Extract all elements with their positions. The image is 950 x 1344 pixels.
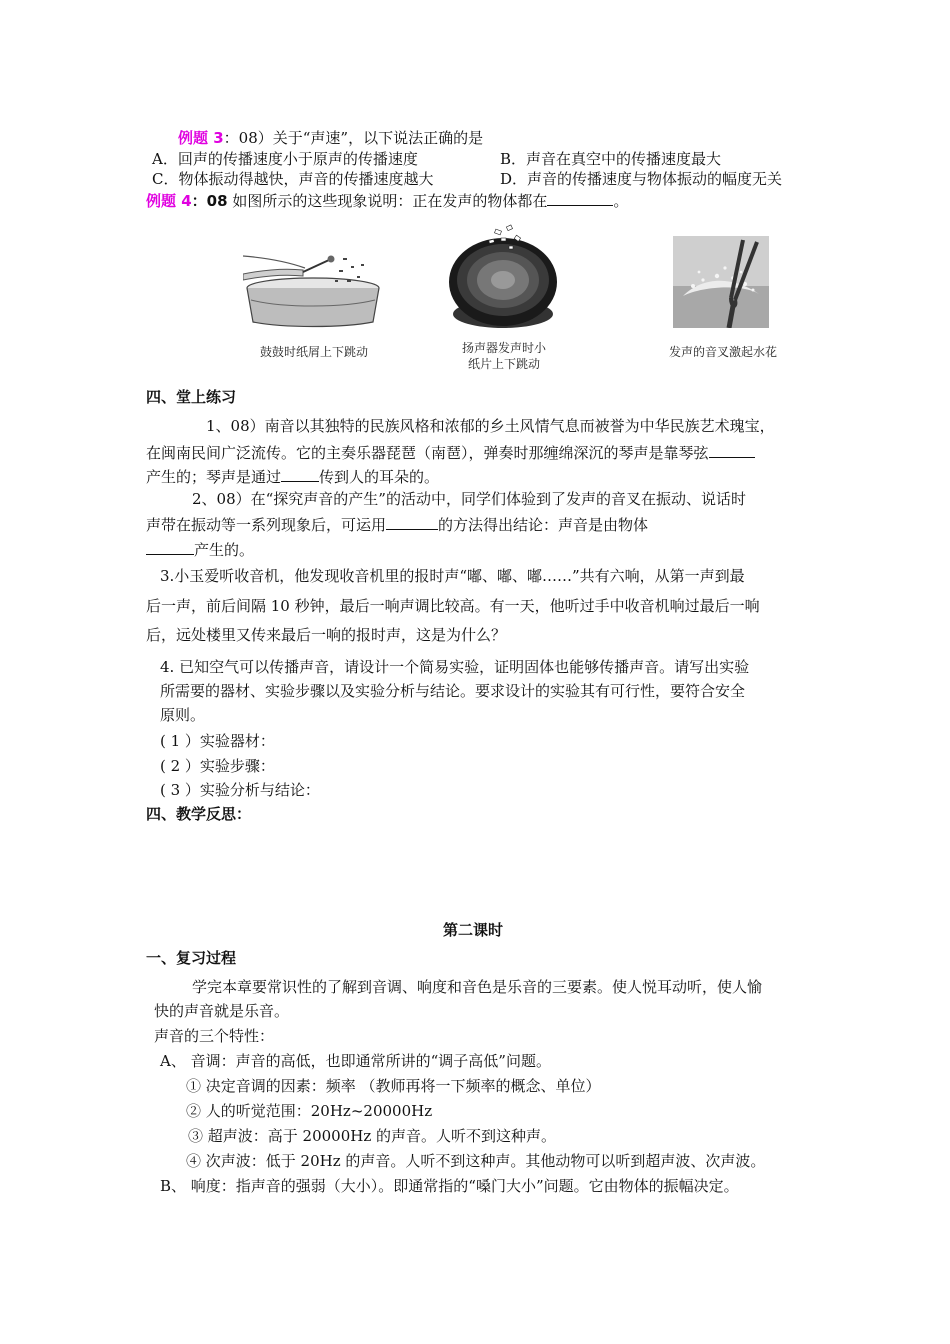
pitch-sub3: ③ 超声波：高于 20000Hz 的声音。人听不到这种声。: [188, 1127, 557, 1145]
review-p1-line1: 学完本章要常识性的了解到音调、响度和音色是乐音的三要素。使人悦耳动听，使人愉: [192, 978, 763, 996]
q3-line3: 后，远处楼里又传来最后一响的报时声，这是为什么？: [146, 626, 507, 644]
drum-paper-figure: [243, 236, 383, 328]
q2-blank1: [386, 513, 438, 530]
figure2-caption-line2: 纸片上下跳动: [467, 357, 540, 371]
figure2-caption: [440, 340, 568, 372]
example3-label: 例题 3: [178, 129, 224, 147]
q4-steps: ( 2 ）实验步骤：: [160, 757, 275, 775]
q2-line1: 2、08）在“探究声音的产生”的活动中，同学们体验到了发声的音叉在振动、说话时: [192, 490, 746, 508]
q2-line2: [146, 513, 648, 535]
speaker-figure: [445, 222, 561, 334]
q1-line1: 1、08）南音以其独特的民族风格和浓郁的乡土风情气息而被誉为中华民族艺术瑰宝，: [206, 417, 775, 435]
q2-line3: [146, 538, 254, 560]
q1-line3: [146, 465, 439, 487]
q3-line1: 3.小玉爱听收音机，他发现收音机里的报时声“嘟、嘟、嘟……”共有六响，从第一声到最: [160, 567, 745, 585]
q4-materials: ( 1 ）实验器材：: [160, 732, 275, 750]
q2-line3-text: 产生的。: [194, 541, 255, 559]
example4-year: ：08: [191, 192, 228, 210]
q1-blank1: [709, 441, 755, 458]
review-p1-line2: 快的声音就是乐音。: [154, 1002, 290, 1020]
example4-question: [146, 189, 628, 211]
figure1-caption: 鼓鼓时纸屑上下跳动: [259, 345, 368, 359]
pitch-sub2: ② 人的听觉范围：20Hz~20000Hz: [186, 1102, 433, 1120]
q1-line3a: 产生的；琴声是通过: [146, 468, 282, 486]
section4-title: 四、堂上练习: [146, 388, 237, 406]
q3-line2: 后一声，前后间隔 10 秒钟，最后一响声调比较高。有一天，他听过手中收音机响过最后一响: [146, 597, 760, 615]
example3-option-a: A．回声的传播速度小于原声的传播速度: [152, 150, 418, 168]
q1-line2-row: [146, 441, 755, 463]
figure2-caption-line1: 扬声器发声时小: [461, 341, 546, 355]
q2-line2b: 的方法得出结论：声音是由物体: [438, 516, 649, 534]
example4-label: 例题 4: [146, 192, 192, 210]
pitch-sub1: ① 决定音调的因素：频率 （教师再将一下频率的概念、单位）: [186, 1077, 601, 1095]
example3-option-b: B．声音在真空中的传播速度最大: [500, 150, 722, 168]
reflection-title: 四、教学反思：: [146, 805, 252, 823]
review-title: 一、复习过程: [146, 949, 237, 967]
pitch-sub4: ④ 次声波：低于 20Hz 的声音。人听不到这种声。其他动物可以听到超声波、次声波。: [186, 1152, 766, 1170]
q4-line2: 所需要的器材、实验步骤以及实验分析与结论。要求设计的实验其有可行性，要符合安全: [160, 682, 746, 700]
tuning-fork-figure: [673, 236, 769, 328]
three-properties: 声音的三个特性：: [154, 1027, 275, 1045]
example4-end: 。: [613, 192, 629, 210]
pitch-item: A、 音调：声音的高低，也即通常所讲的“调子高低”问题。: [160, 1052, 551, 1070]
example3-option-d: D．声音的传播速度与物体振动的幅度无关: [500, 170, 783, 188]
example3-option-c: C．物体振动得越快，声音的传播速度越大: [152, 170, 434, 188]
q2-blank2: [146, 538, 194, 555]
figure3-caption: 发声的音叉激起水花: [668, 345, 777, 359]
example3-text: ：08）关于“声速”，以下说法正确的是: [223, 129, 484, 147]
q1-line2: 在闽南民间广泛流传。它的主奏乐器琵琶（南琶），弹奏时那缠绵深沉的琴声是靠琴弦: [146, 444, 709, 462]
lesson2-title: 第二课时: [443, 921, 504, 939]
q1-blank2: [281, 465, 319, 482]
example3-question: [178, 128, 483, 148]
example4-text: 如图所示的这些现象说明：正在发声的物体都在: [227, 192, 548, 210]
q4-line3: 原则。: [160, 706, 206, 724]
q2-line2a: 声带在振动等一系列现象后，可运用: [146, 516, 387, 534]
q1-line3b: 传到人的耳朵的。: [319, 468, 440, 486]
example4-blank: [547, 189, 613, 206]
q4-line1: 4. 已知空气可以传播声音，请设计一个简易实验，证明固体也能够传播声音。请写出实验: [160, 658, 750, 676]
loudness-item: B、 响度：指声音的强弱（大小）。即通常指的“嗓门大小”问题。它由物体的振幅决定。: [160, 1177, 739, 1195]
q4-analysis: ( 3 ）实验分析与结论：: [160, 781, 320, 799]
